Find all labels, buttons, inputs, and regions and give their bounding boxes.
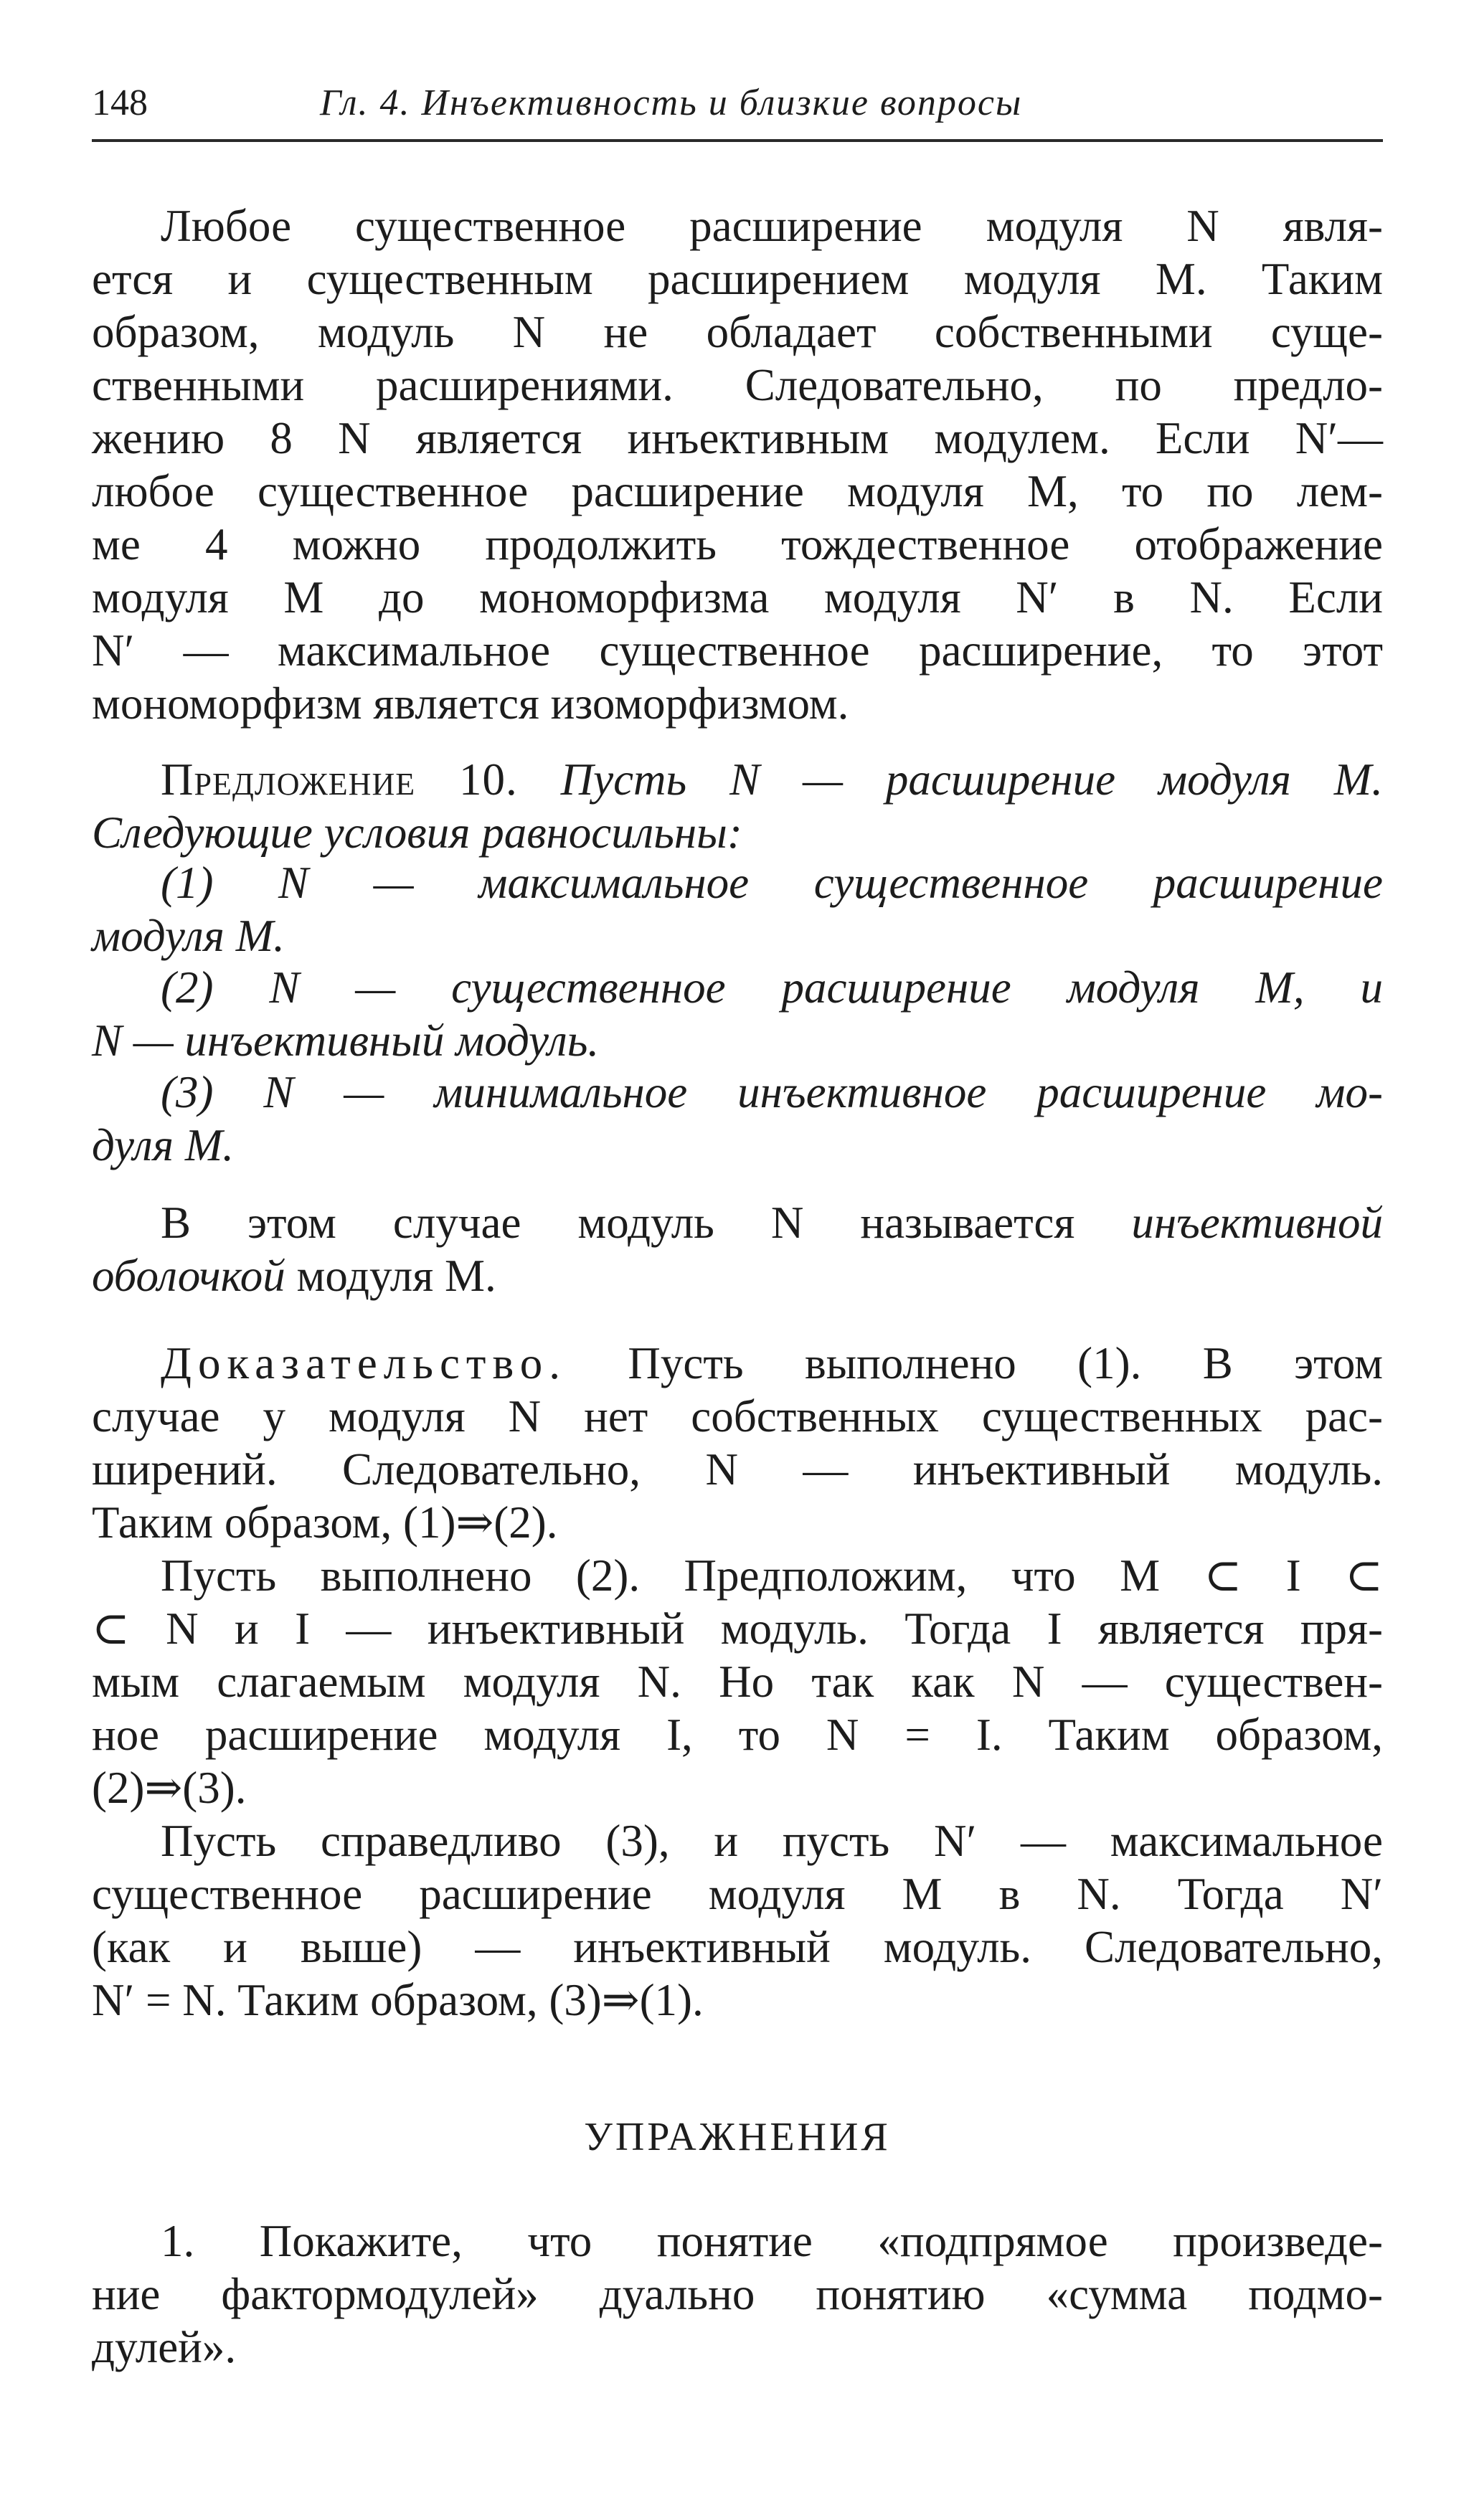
proof-label: Доказательство. (161, 1338, 567, 1388)
condition-3 (92, 1066, 1383, 1172)
proof-line: Пусть справедливо (3), и пусть N′ — максимальное (161, 1816, 1383, 1866)
intro-line: модуля M до мономорфизма модуля N′ в N. Если (92, 572, 1383, 622)
exercises-heading: УПРАЖНЕНИЯ (584, 2115, 891, 2159)
proposition-line-2: Следующие условия равносильны: (92, 807, 742, 858)
defined-term-part-2: оболочкой (92, 1251, 285, 1301)
condition-2-line-1: (2) N — существенное расширение модуля M, и (161, 962, 1383, 1013)
condition-2 (92, 961, 1383, 1067)
proposition-statement: Пусть N — расширение модуля M. (560, 754, 1384, 805)
intro-line: Любое существенное расширение модуля N явля- (161, 201, 1383, 251)
intro-line: ется и существенным расширением модуля M. Таким (92, 254, 1383, 304)
intro-line: N′ — максимальное существенное расширение, то этот (92, 625, 1383, 676)
proof-line: Доказательство. Пусть выполнено (1). В этом (161, 1338, 1383, 1388)
definition-line-1: В этом случае модуль N называется инъективной (161, 1198, 1383, 1248)
proof-line: (2)⇒(3). (92, 1763, 247, 1813)
condition-3-line-1: (3) N — минимальное инъективное расширение мо- (161, 1067, 1383, 1117)
proposition-label: Предложение 10. (161, 754, 518, 805)
condition-2-line-2: N — инъективный модуль. (92, 1015, 600, 1066)
running-header (92, 72, 1383, 129)
proof-line: N′ = N. Таким образом, (3)⇒(1). (92, 1975, 704, 2025)
proof-line: (как и выше) — инъективный модуль. Следовательно, (92, 1922, 1383, 1972)
proof-line: существенное расширение модуля M в N. Тогда N′ (92, 1869, 1383, 1919)
header-rule (92, 139, 1383, 142)
proof-line: ное расширение модуля I, то N = I. Таким образом, (92, 1710, 1383, 1760)
exercise-line: ние фактормодулей» дуально понятию «сумма подмо- (92, 2269, 1383, 2319)
proof-line: мым слагаемым модуля N. Но так как N — существен- (92, 1657, 1383, 1707)
intro-line: жению 8 N является инъективным модулем. Если N′— (92, 413, 1383, 463)
definition-line-2: оболочкой модуля M. (92, 1251, 496, 1301)
proof-line: случае у модуля N нет собственных существенных рас- (92, 1391, 1383, 1441)
condition-3-line-2: дуля M. (92, 1120, 235, 1170)
condition-1-line-2: модуля M. (92, 911, 285, 961)
intro-line: ме 4 можно продолжить тождественное отображение (92, 519, 1383, 569)
proof-line: ширений. Следовательно, N — инъективный модуль. (92, 1444, 1383, 1495)
exercise-1 (92, 2215, 1383, 2374)
intro-line: образом, модуль N не обладает собственными суще- (92, 307, 1383, 357)
defined-term-part-1: инъективной (1131, 1198, 1383, 1248)
exercise-line: дулей». (92, 2322, 237, 2372)
proposition-10 (92, 753, 1383, 859)
definition-paragraph (92, 1196, 1383, 1302)
proof-line: Пусть выполнено (2). Предположим, что M ⊂ I ⊂ (161, 1550, 1383, 1601)
intro-line: ственными расширениями. Следовательно, по предло- (92, 360, 1383, 410)
page-number: 148 (92, 82, 148, 123)
intro-paragraph (92, 199, 1383, 730)
proof-line: ⊂ N и I — инъективный модуль. Тогда I является пря- (92, 1604, 1383, 1654)
chapter-title: Гл. 4. Инъективность и близкие вопросы (320, 82, 1023, 123)
intro-line: любое существенное расширение модуля M, то по лем- (92, 466, 1383, 516)
proposition-line-1 (92, 753, 1383, 806)
intro-line: мономорфизм является изоморфизмом. (92, 678, 849, 729)
condition-1-line-1: (1) N — максимальное существенное расширение (161, 858, 1383, 908)
proof-paragraph-1 (92, 1337, 1383, 1549)
condition-1 (92, 856, 1383, 962)
proof-paragraph-2 (92, 1549, 1383, 1814)
exercise-line: 1. Покажите, что понятие «подпрямое произведе- (161, 2216, 1383, 2266)
proof-paragraph-3 (92, 1814, 1383, 2027)
book-page (92, 0, 1383, 2520)
proof-line: Таким образом, (1)⇒(2). (92, 1497, 558, 1548)
